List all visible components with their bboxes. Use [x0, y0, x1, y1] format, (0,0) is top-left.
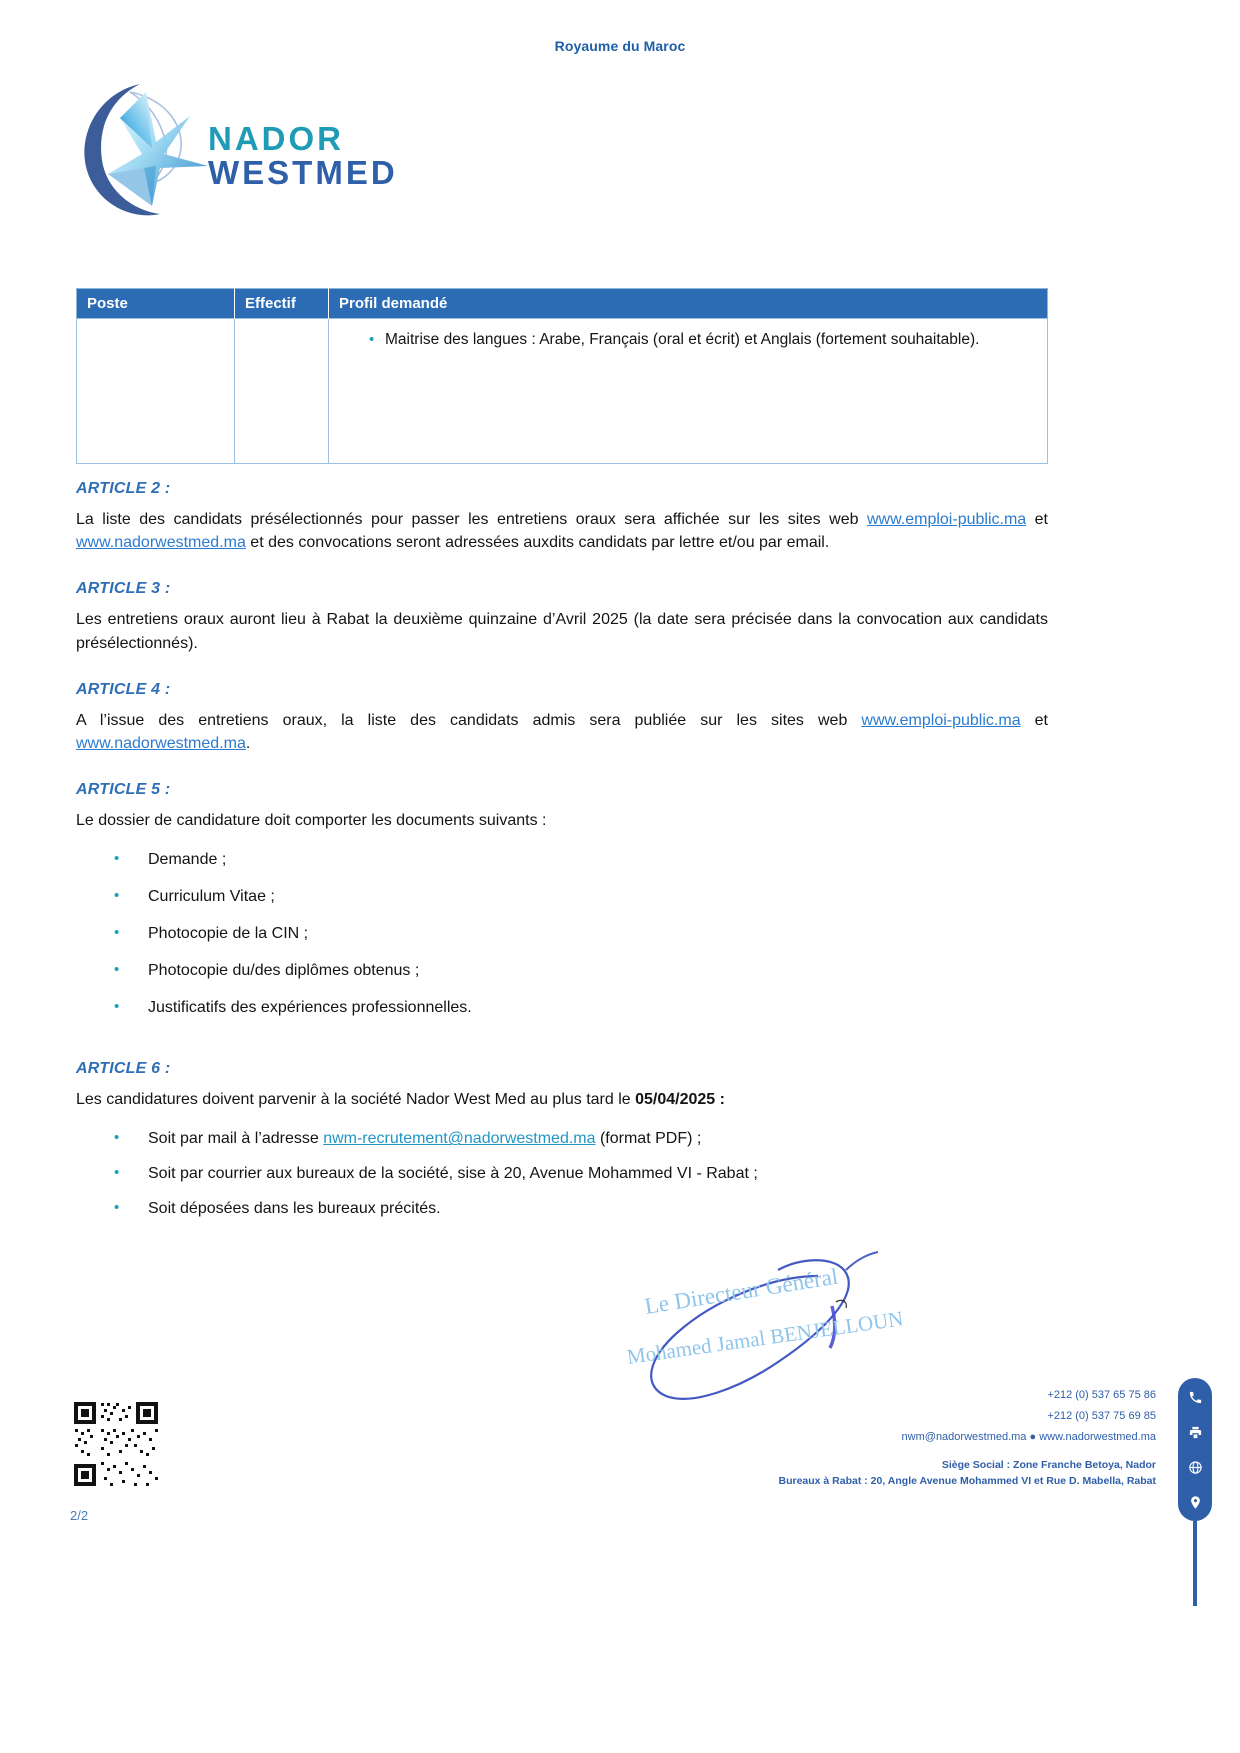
article-5-intro: Le dossier de candidature doit comporter les documents suivants :	[76, 812, 547, 830]
article-6-deadline-date: 05/04/2025 :	[635, 1091, 725, 1109]
col-header-effectif: Effectif	[235, 289, 329, 319]
inline-text: Les entretiens oraux auront lieu à Rabat la deuxième quinzaine d’Avril 2025 (la date sera précisée dans la convocation aux candidats présélectionnés).	[76, 611, 1048, 652]
footer-phone-2: +212 (0) 537 75 69 85	[1047, 1409, 1156, 1422]
list-item: • Photocopie du/des diplômes obtenus ;	[76, 961, 1048, 998]
inline-text: .	[245, 734, 251, 752]
list-item: • Curriculum Vitae ;	[76, 887, 1048, 924]
footer-icon-rail	[1178, 1378, 1212, 1606]
footer-website: www.nadorwestmed.ma	[1039, 1430, 1156, 1443]
signature-name-text: Mohamed Jamal BENJELLOUN	[625, 1306, 905, 1369]
article-6-submission-list	[76, 1129, 1048, 1233]
logo-text-nador: NADOR	[208, 120, 344, 157]
article-4-title: ARTICLE 4 :	[76, 680, 171, 698]
article-5-block	[76, 781, 1048, 1034]
qr-code-icon	[70, 1398, 162, 1490]
signature-title-text: Le Directeur Général	[642, 1263, 840, 1319]
article-6-title: ARTICLE 6 :	[76, 1060, 171, 1078]
articles-container	[76, 480, 1048, 1260]
list-item-text: Soit par courrier aux bureaux de la société, sise à 20, Avenue Mohammed VI - Rabat ;	[148, 1165, 758, 1183]
article-3-title: ARTICLE 3 :	[76, 580, 171, 598]
list-item: • Photocopie de la CIN ;	[76, 924, 1048, 961]
list-item-suffix: (format PDF) ;	[595, 1130, 702, 1148]
kingdom-header: Royaume du Maroc	[554, 38, 686, 54]
inline-link[interactable]: www.nadorwestmed.ma	[76, 734, 246, 752]
inline-text: et des convocations seront adressées auxdits candidats par lettre et/ou par email.	[245, 534, 830, 552]
footer-address-hq: Siège Social : Zone Franche Betoya, Nador	[941, 1458, 1156, 1471]
inline-link[interactable]: www.emploi-public.ma	[861, 711, 1021, 729]
footer-email: nwm@nadorwestmed.ma	[901, 1430, 1027, 1443]
inline-link[interactable]: www.nadorwestmed.ma	[76, 534, 246, 552]
inline-text: La liste des candidats présélectionnés pour passer les entretiens oraux sera affichée sur les sites web	[76, 511, 867, 528]
article-5-document-list	[76, 850, 1048, 1034]
col-header-poste: Poste	[77, 289, 235, 319]
list-item: • Demande ;	[76, 850, 1048, 887]
inline-text: A l’issue des entretiens oraux, la liste des candidats admis sera publiée sur les sites web	[76, 711, 862, 729]
footer-separator: ●	[1029, 1430, 1037, 1443]
article-4-block	[76, 681, 1048, 755]
col-header-profil: Profil demandé	[329, 289, 1048, 319]
inline-text: et	[1026, 511, 1049, 528]
list-item	[76, 1164, 1048, 1199]
cell-effectif	[235, 319, 329, 464]
inline-text: et	[1020, 711, 1049, 729]
page-number: 2/2	[70, 1508, 89, 1523]
table-row	[77, 319, 1048, 464]
article-4-body	[76, 709, 1048, 755]
company-logo	[68, 70, 398, 230]
cell-profil	[329, 319, 1048, 464]
article-6-block	[76, 1060, 1048, 1234]
cell-poste	[77, 319, 235, 464]
list-item-text: Soit déposées dans les bureaux précités.	[148, 1200, 441, 1218]
article-5-title: ARTICLE 5 :	[76, 781, 171, 799]
location-pin-icon	[1182, 1489, 1208, 1515]
footer-address-rabat: Bureaux à Rabat : 20, Angle Avenue Mohammed VI et Rue D. Mabella, Rabat	[778, 1474, 1156, 1487]
inline-link[interactable]: www.emploi-public.ma	[867, 511, 1027, 528]
footer-email-web	[596, 1427, 1156, 1448]
list-item: • Justificatifs des expériences professionnelles.	[76, 998, 1048, 1035]
article-2-block	[76, 480, 1048, 554]
article-2-title: ARTICLE 2 :	[76, 480, 171, 497]
signature-block	[620, 1240, 1040, 1400]
email-link[interactable]: nwm-recrutement@nadorwestmed.ma	[323, 1130, 596, 1148]
article-6-intro	[76, 1088, 1048, 1111]
fax-printer-icon	[1182, 1419, 1208, 1445]
logo-text-westmed: WESTMED	[208, 153, 398, 191]
article-2-body	[76, 508, 1048, 554]
globe-website-icon	[1182, 1454, 1208, 1480]
profil-requirement-text: Maitrise des langues : Arabe, Français (oral et écrit) et Anglais (fortement souhaitable).	[385, 331, 980, 348]
bullet-dot-icon: •	[369, 331, 375, 348]
rail-tail-divider	[1193, 1521, 1197, 1606]
job-profile-table	[76, 288, 1048, 464]
phone-icon	[1182, 1384, 1208, 1410]
footer-contacts	[596, 1385, 1156, 1489]
list-item	[76, 1129, 1048, 1164]
article-3-body	[76, 608, 1048, 654]
list-item	[76, 1199, 1048, 1234]
table-header-row	[77, 289, 1048, 319]
logo-wordmark	[208, 122, 398, 189]
article-3-block	[76, 580, 1048, 654]
list-item-text: Soit par mail à l’adresse	[148, 1130, 324, 1148]
article-6-intro-prefix: Les candidatures doivent parvenir à la société Nador West Med au plus tard le	[76, 1091, 636, 1109]
footer-phone-1: +212 (0) 537 65 75 86	[1047, 1389, 1156, 1401]
